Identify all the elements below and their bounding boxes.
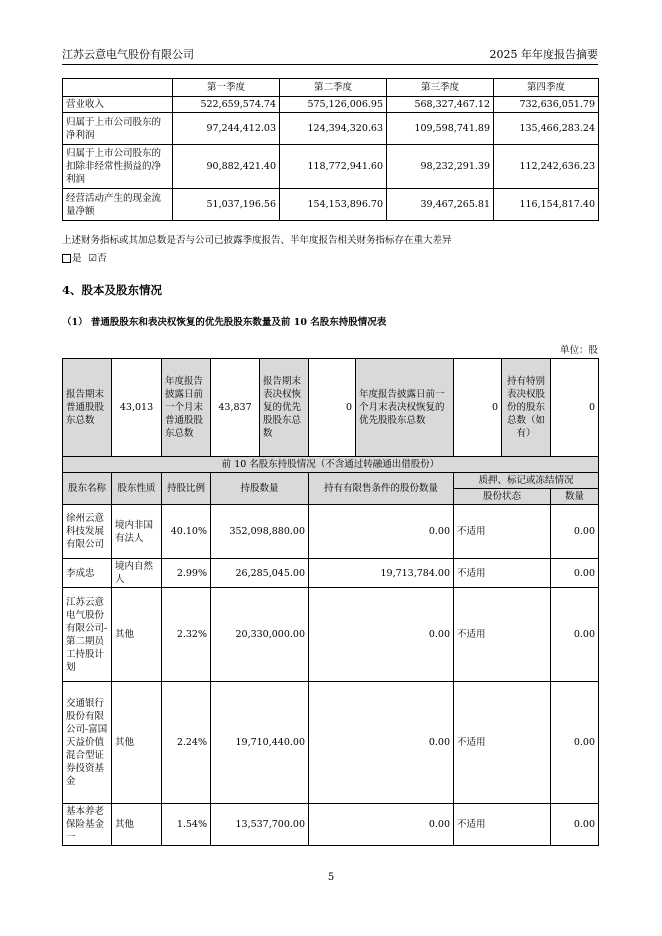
holder-status: 不适用 bbox=[454, 559, 551, 588]
holder-name: 基本养老保险基金一 bbox=[63, 804, 112, 846]
summary-value-5: 0 bbox=[551, 359, 599, 457]
table-row bbox=[63, 559, 599, 588]
holder-status: 不适用 bbox=[454, 804, 551, 846]
summary-label-2: 年度报告披露日前一个月末普通股股东总数 bbox=[162, 359, 211, 457]
summary-label-3: 报告期末表决权恢复的优先股股东总数 bbox=[260, 359, 309, 457]
summary-label-4: 年度报告披露日前一个月末表决权恢复的优先股股东总数 bbox=[356, 359, 454, 457]
section-subtitle: （1） 普通股股东和表决权恢复的优先股股东数量及前 10 名股东持股情况表 bbox=[62, 317, 387, 328]
holder-nature: 其他 bbox=[112, 682, 162, 804]
summary-value-2: 43,837 bbox=[211, 359, 260, 457]
col-header-status: 股份状态 bbox=[454, 489, 551, 505]
col-header-count: 数量 bbox=[551, 489, 599, 505]
quarterly-header-q1: 第一季度 bbox=[173, 79, 280, 97]
holder-qty: 352,098,880.00 bbox=[211, 505, 309, 559]
col-header-restricted: 持有有限售条件的股份数量 bbox=[309, 473, 454, 505]
table-row bbox=[63, 505, 599, 559]
holder-name: 徐州云意科技发展有限公司 bbox=[63, 505, 112, 559]
quarterly-header-q3: 第三季度 bbox=[387, 79, 494, 97]
holder-restricted: 0.00 bbox=[309, 804, 454, 846]
holder-status: 不适用 bbox=[454, 505, 551, 559]
summary-label-1: 报告期末普通股股东总数 bbox=[63, 359, 112, 457]
cell-value: 112,242,636.23 bbox=[494, 145, 599, 189]
col-header-ratio: 持股比例 bbox=[162, 473, 211, 505]
option-yes-label: 是 bbox=[72, 253, 82, 264]
cell-value: 732,636,051.79 bbox=[494, 97, 599, 113]
holder-name: 交通银行股份有限公司-富国天益价值混合型证券投资基金 bbox=[63, 682, 112, 804]
table-row bbox=[63, 588, 599, 682]
table-row bbox=[63, 97, 599, 113]
quarterly-note: 上述财务指标或其加总数是否与公司已披露季度报告、半年度报告相关财务指标存在重大差异 bbox=[62, 235, 452, 246]
holder-qty: 26,285,045.00 bbox=[211, 559, 309, 588]
quarterly-table bbox=[62, 78, 599, 221]
shareholder-table bbox=[62, 358, 599, 846]
top10-title: 前 10 名股东持股情况（不含通过转融通出借股份） bbox=[63, 457, 599, 473]
table-row bbox=[63, 145, 599, 189]
summary-row bbox=[63, 359, 599, 457]
holder-nature: 境内自然人 bbox=[112, 559, 162, 588]
cell-value: 51,037,196.56 bbox=[173, 189, 280, 221]
holder-restricted: 0.00 bbox=[309, 682, 454, 804]
holder-ratio: 2.99% bbox=[162, 559, 211, 588]
holder-restricted: 0.00 bbox=[309, 505, 454, 559]
holder-qty: 20,330,000.00 bbox=[211, 588, 309, 682]
holder-qty: 13,537,700.00 bbox=[211, 804, 309, 846]
holder-ratio: 40.10% bbox=[162, 505, 211, 559]
cell-value: 39,467,265.81 bbox=[387, 189, 494, 221]
summary-value-3: 0 bbox=[309, 359, 356, 457]
holder-restricted: 19,713,784.00 bbox=[309, 559, 454, 588]
holder-ratio: 2.24% bbox=[162, 682, 211, 804]
option-no-label: 否 bbox=[97, 253, 107, 264]
cell-value: 118,772,941.60 bbox=[280, 145, 387, 189]
holder-count: 0.00 bbox=[551, 588, 599, 682]
cell-value: 135,466,283.24 bbox=[494, 113, 599, 145]
cell-value: 522,659,574.74 bbox=[173, 97, 280, 113]
summary-value-4: 0 bbox=[454, 359, 502, 457]
cell-value: 124,394,320.63 bbox=[280, 113, 387, 145]
holder-count: 0.00 bbox=[551, 505, 599, 559]
col-header-qty: 持股数量 bbox=[211, 473, 309, 505]
row-label: 归属于上市公司股东的净利润 bbox=[63, 113, 173, 145]
cell-value: 568,327,467.12 bbox=[387, 97, 494, 113]
header-divider bbox=[62, 64, 598, 65]
quarterly-header-blank bbox=[63, 79, 173, 97]
holder-count: 0.00 bbox=[551, 559, 599, 588]
holder-status: 不适用 bbox=[454, 682, 551, 804]
holder-nature: 其他 bbox=[112, 588, 162, 682]
header-report-title: 2025 年年度报告摘要 bbox=[489, 48, 598, 61]
holder-count: 0.00 bbox=[551, 804, 599, 846]
row-label: 归属于上市公司股东的扣除非经常性损益的净利润 bbox=[63, 145, 173, 189]
table-row bbox=[63, 113, 599, 145]
yes-no-options bbox=[62, 250, 107, 264]
checkbox-no-checked-icon: ☑ bbox=[88, 253, 98, 264]
col-header-nature: 股东性质 bbox=[112, 473, 162, 505]
col-header-pledge: 质押、标记或冻结情况 bbox=[454, 473, 599, 489]
holder-status: 不适用 bbox=[454, 588, 551, 682]
cell-value: 116,154,817.40 bbox=[494, 189, 599, 221]
row-label: 营业收入 bbox=[63, 97, 173, 113]
holder-nature: 境内非国有法人 bbox=[112, 505, 162, 559]
quarterly-header-q4: 第四季度 bbox=[494, 79, 599, 97]
holder-restricted: 0.00 bbox=[309, 588, 454, 682]
col-header-name: 股东名称 bbox=[63, 473, 112, 505]
cell-value: 98,232,291.39 bbox=[387, 145, 494, 189]
holder-ratio: 1.54% bbox=[162, 804, 211, 846]
summary-label-5: 持有特别表决权股份的股东总数（如有） bbox=[502, 359, 551, 457]
row-label: 经营活动产生的现金流量净额 bbox=[63, 189, 173, 221]
unit-label: 单位：股 bbox=[559, 345, 598, 356]
checkbox-yes bbox=[62, 254, 71, 263]
summary-value-1: 43,013 bbox=[112, 359, 162, 457]
cell-value: 90,882,421.40 bbox=[173, 145, 280, 189]
holder-nature: 其他 bbox=[112, 804, 162, 846]
table-row bbox=[63, 189, 599, 221]
holder-ratio: 2.32% bbox=[162, 588, 211, 682]
section-title: 4、股本及股东情况 bbox=[62, 283, 163, 297]
cell-value: 109,598,741.89 bbox=[387, 113, 494, 145]
holder-name: 江苏云意电气股份有限公司-第二期员工持股计划 bbox=[63, 588, 112, 682]
cell-value: 154,153,896.70 bbox=[280, 189, 387, 221]
table-row bbox=[63, 804, 599, 846]
holder-name: 李成忠 bbox=[63, 559, 112, 588]
quarterly-header-q2: 第二季度 bbox=[280, 79, 387, 97]
header-company: 江苏云意电气股份有限公司 bbox=[62, 48, 194, 61]
holder-count: 0.00 bbox=[551, 682, 599, 804]
holder-qty: 19,710,440.00 bbox=[211, 682, 309, 804]
cell-value: 97,244,412.03 bbox=[173, 113, 280, 145]
table-row bbox=[63, 682, 599, 804]
cell-value: 575,126,006.95 bbox=[280, 97, 387, 113]
page-number: 5 bbox=[327, 872, 335, 883]
